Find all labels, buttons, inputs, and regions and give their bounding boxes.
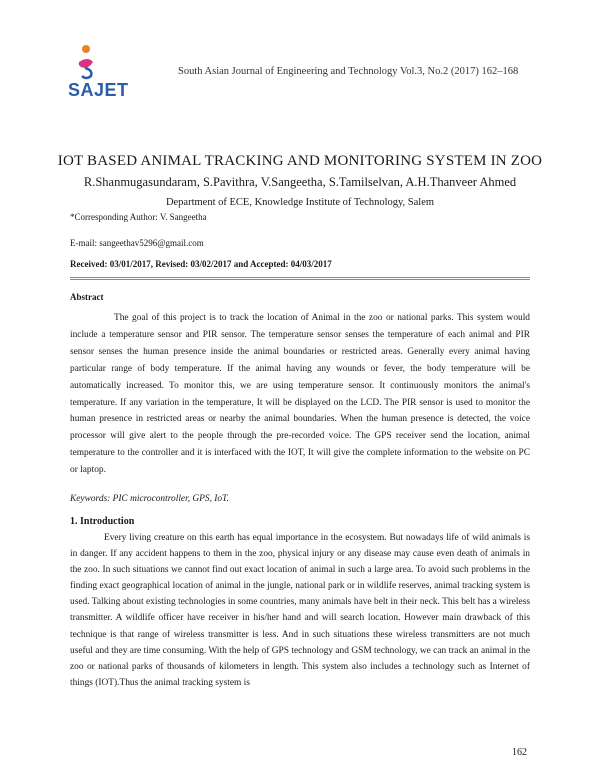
- page-number: 162: [512, 747, 527, 758]
- submission-dates: Received: 03/01/2017, Revised: 03/02/2017 and Accepted: 04/03/2017: [70, 259, 332, 269]
- affiliation: Department of ECE, Knowledge Institute of Technology, Salem: [165, 197, 435, 208]
- corresponding-author: *Corresponding Author: V. Sangeetha: [70, 212, 207, 222]
- introduction-text: Every living creature on this earth has equal importance in the ecosystem. But nowadays life of wild animals is in danger. If any accident happens to them in the zoo, physical injury or any disease may cause even death of animals in the zoo. In such situations we cannot find out exact location of animal in such a large area. To avoid such problems in the finding exact geographical location of animal in the jungle, national park or in wildlife reserves, animal tracking system is used. Talking about existing technologies in some countries, many animals have belt in their neck. This belt has a wireless transmitter. A wildlife officer have receiver in his/her hand and will search location. However main drawback of this technique is that range of wireless transmitter is less. And in such situations these wireless transmitters are not much useful and they are time consuming. With the help of GPS technology and GSM technology, we can track an animal in the zoo or national parks of thousands of kilometers in length. This system also includes a technology such as Internet of things (IOT).Thus the animal tracking system is: [70, 533, 530, 688]
- section-heading-introduction: 1. Introduction: [70, 516, 135, 527]
- keywords: Keywords: PIC microcontroller, GPS, IoT.: [70, 494, 229, 504]
- abstract-heading: Abstract: [70, 292, 104, 302]
- author-email: E-mail: sangeethav5296@gmail.com: [70, 238, 204, 248]
- paper-title: IOT BASED ANIMAL TRACKING AND MONITORING SYSTEM IN ZOO: [57, 153, 543, 169]
- logo-text: SAJET: [68, 80, 129, 100]
- paper-authors: R.Shanmugasundaram, S.Pavithra, V.Sangeetha, S.Tamilselvan, A.H.Thanveer Ahmed: [83, 175, 517, 189]
- abstract-text: The goal of this project is to track the location of Animal in the zoo or national parks. This system would include a temperature sensor and PIR sensor. The temperature sensor senses the temperature of each animal and PIR sensor senses the human presence inside the animal boundaries or restricted areas. Generally every animal having particular range of body temperature. If the animal having any wounds or fever, the body temperature will be automatically increased. To monitor this, we are using temperature sensor. It continuously monitors the animal's temperature. If any variation in the temperature, It will be displayed on the LCD. The PIR sensor is used to monitor the human presence in restricted areas or nearby the animal boundaries. When the human presence is detected, the voice processor will give alert to the people through the pre-recorded voice. The GPS receiver send the location, animal temperature to the controller and it is interfaced with the IOT, It will give the complete information to the website on PC or laptop.: [70, 313, 530, 476]
- divider-rule: [70, 279, 530, 280]
- divider-rule: [70, 277, 530, 278]
- journal-header: South Asian Journal of Engineering and Technology Vol.3, No.2 (2017) 162–168: [178, 66, 519, 77]
